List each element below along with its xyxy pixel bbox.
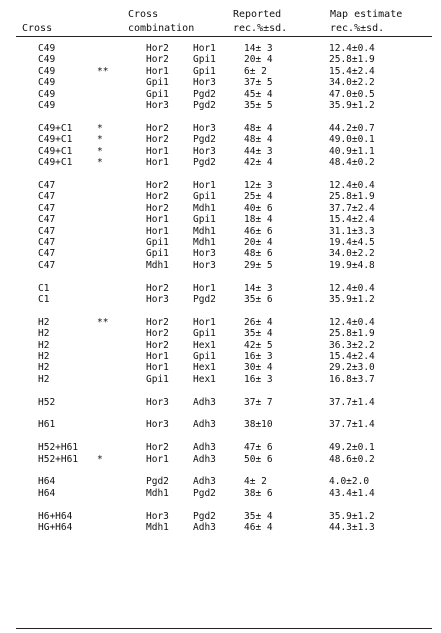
locus-1: Gpi1 [146, 373, 169, 385]
table-row [0, 317, 441, 328]
locus-2: Gpi1 [193, 54, 216, 66]
reported-value: 16± 3 [244, 350, 273, 362]
cross-name: C47 [38, 202, 56, 214]
locus-2: Hor3 [193, 259, 216, 271]
locus-2: Hor1 [193, 282, 216, 294]
significance-mark: * [97, 122, 103, 134]
reported-value: 37± 5 [244, 77, 273, 89]
table-header [0, 6, 441, 40]
table-row [0, 454, 441, 465]
group-spacer [0, 465, 441, 476]
locus-2: Pgd2 [193, 157, 216, 169]
locus-1: Mdh1 [146, 487, 169, 499]
cross-name: C49 [38, 54, 56, 66]
table-row [0, 100, 441, 111]
locus-1: Gpi1 [146, 88, 169, 100]
reported-value: 35± 5 [244, 100, 273, 112]
locus-2: Adh3 [193, 396, 216, 408]
table-row [0, 203, 441, 214]
map-estimate-value: 48.6±0.2 [329, 453, 375, 465]
reported-value: 18± 4 [244, 214, 273, 226]
locus-1: Hor2 [146, 339, 169, 351]
locus-1: Hor2 [146, 328, 169, 340]
table-row [0, 476, 441, 487]
cross-name: H52+H61 [38, 453, 79, 465]
group-spacer [0, 408, 441, 419]
group-spacer [0, 168, 441, 179]
cross-name: C47 [38, 191, 56, 203]
locus-1: Mdh1 [146, 259, 169, 271]
locus-2: Hor3 [193, 145, 216, 157]
cross-name: C49 [38, 43, 56, 54]
cross-name: C49+C1 [38, 134, 73, 146]
table-body [0, 43, 441, 533]
table-row [0, 522, 441, 533]
map-estimate-value: 16.8±3.7 [329, 373, 375, 385]
locus-1: Hor1 [146, 157, 169, 169]
table-row [0, 77, 441, 88]
reported-value: 14± 3 [244, 43, 273, 54]
significance-mark: ** [97, 65, 109, 77]
locus-2: Pgd2 [193, 134, 216, 146]
map-estimate-value: 34.0±2.2 [329, 248, 375, 260]
table-row [0, 66, 441, 77]
reported-value: 25± 4 [244, 191, 273, 203]
table-row [0, 157, 441, 168]
cross-name: H64 [38, 476, 56, 488]
locus-1: Hor2 [146, 54, 169, 66]
significance-mark: * [97, 145, 103, 157]
map-estimate-value: 31.1±3.3 [329, 225, 375, 237]
locus-2: Pgd2 [193, 100, 216, 112]
cross-name: C49 [38, 77, 56, 89]
reported-value: 45± 4 [244, 88, 273, 100]
table-row [0, 340, 441, 351]
table-row [0, 191, 441, 202]
locus-2: Hex1 [193, 339, 216, 351]
table-row [0, 374, 441, 385]
bottom-rule [16, 628, 432, 629]
table-row [0, 283, 441, 294]
cross-name: H2 [38, 316, 50, 328]
locus-2: Hor1 [193, 43, 216, 54]
significance-mark: ** [97, 316, 109, 328]
map-estimate-value: 37.7±1.4 [329, 396, 375, 408]
table-row [0, 89, 441, 100]
locus-1: Hor1 [146, 65, 169, 77]
locus-1: Hor2 [146, 43, 169, 54]
reported-value: 38±10 [244, 419, 273, 431]
locus-2: Adh3 [193, 419, 216, 431]
reported-value: 4± 2 [244, 476, 267, 488]
locus-2: Gpi1 [193, 350, 216, 362]
reported-value: 50± 6 [244, 453, 273, 465]
reported-value: 40± 6 [244, 202, 273, 214]
locus-1: Mdh1 [146, 522, 169, 534]
header-map-line2: rec.%±sd. [330, 23, 385, 34]
group-spacer [0, 305, 441, 316]
reported-value: 6± 2 [244, 65, 267, 77]
header-combination-line2: combination [128, 23, 195, 34]
locus-2: Hor1 [193, 179, 216, 191]
reported-value: 48± 4 [244, 134, 273, 146]
locus-1: Hor2 [146, 134, 169, 146]
cross-name: C49+C1 [38, 145, 73, 157]
map-estimate-value: 4.0±2.0 [329, 476, 370, 488]
cross-name: C49 [38, 100, 56, 112]
cross-name: C47 [38, 225, 56, 237]
table-row [0, 237, 441, 248]
table-row [0, 214, 441, 225]
cross-name: H64 [38, 487, 56, 499]
locus-2: Hex1 [193, 362, 216, 374]
map-estimate-value: 35.9±1.2 [329, 510, 375, 522]
locus-2: Gpi1 [193, 214, 216, 226]
locus-1: Hor1 [146, 214, 169, 226]
cross-name: H2 [38, 362, 50, 374]
map-estimate-value: 12.4±0.4 [329, 316, 375, 328]
reported-value: 20± 4 [244, 54, 273, 66]
locus-1: Hor2 [146, 202, 169, 214]
locus-1: Hor1 [146, 145, 169, 157]
cross-name: C49 [38, 88, 56, 100]
cross-name: HG+H64 [38, 522, 73, 534]
locus-1: Hor1 [146, 225, 169, 237]
locus-1: Gpi1 [146, 77, 169, 89]
locus-2: Hex1 [193, 373, 216, 385]
cross-name: H2 [38, 339, 50, 351]
cross-name: H52 [38, 396, 56, 408]
table-row [0, 511, 441, 522]
locus-2: Gpi1 [193, 191, 216, 203]
reported-value: 48± 6 [244, 248, 273, 260]
locus-2: Gpi1 [193, 328, 216, 340]
locus-1: Hor2 [146, 316, 169, 328]
map-estimate-value: 12.4±0.4 [329, 43, 375, 54]
map-estimate-value: 48.4±0.2 [329, 157, 375, 169]
reported-value: 35± 6 [244, 293, 273, 305]
locus-1: Hor3 [146, 396, 169, 408]
map-estimate-value: 25.8±1.9 [329, 328, 375, 340]
locus-2: Adh3 [193, 442, 216, 454]
map-estimate-value: 37.7±1.4 [329, 419, 375, 431]
locus-2: Pgd2 [193, 88, 216, 100]
map-estimate-value: 35.9±1.2 [329, 293, 375, 305]
table-row [0, 146, 441, 157]
locus-1: Hor1 [146, 362, 169, 374]
locus-2: Adh3 [193, 476, 216, 488]
table-row [0, 260, 441, 271]
table-row [0, 362, 441, 373]
table-row [0, 248, 441, 259]
locus-1: Hor3 [146, 293, 169, 305]
map-estimate-value: 44.2±0.7 [329, 122, 375, 134]
map-estimate-value: 19.4±4.5 [329, 236, 375, 248]
reported-value: 44± 3 [244, 145, 273, 157]
locus-2: Adh3 [193, 453, 216, 465]
table-row [0, 123, 441, 134]
map-estimate-value: 35.9±1.2 [329, 100, 375, 112]
significance-mark: * [97, 453, 103, 465]
locus-2: Mdh1 [193, 236, 216, 248]
group-spacer [0, 499, 441, 510]
reported-value: 48± 4 [244, 122, 273, 134]
map-estimate-value: 25.8±1.9 [329, 191, 375, 203]
map-estimate-value: 12.4±0.4 [329, 179, 375, 191]
map-estimate-value: 19.9±4.8 [329, 259, 375, 271]
cross-name: C47 [38, 214, 56, 226]
cross-name: C47 [38, 179, 56, 191]
map-estimate-value: 49.0±0.1 [329, 134, 375, 146]
locus-2: Hor3 [193, 77, 216, 89]
reported-value: 16± 3 [244, 373, 273, 385]
locus-2: Pgd2 [193, 487, 216, 499]
locus-1: Hor3 [146, 510, 169, 522]
locus-2: Mdh1 [193, 202, 216, 214]
map-estimate-value: 29.2±3.0 [329, 362, 375, 374]
group-spacer [0, 385, 441, 396]
reported-value: 26± 4 [244, 316, 273, 328]
locus-1: Gpi1 [146, 248, 169, 260]
locus-1: Hor2 [146, 282, 169, 294]
reported-value: 42± 5 [244, 339, 273, 351]
locus-1: Gpi1 [146, 236, 169, 248]
locus-1: Hor1 [146, 453, 169, 465]
reported-value: 29± 5 [244, 259, 273, 271]
cross-name: H2 [38, 328, 50, 340]
map-estimate-value: 47.0±0.5 [329, 88, 375, 100]
reported-value: 30± 4 [244, 362, 273, 374]
reported-value: 46± 6 [244, 225, 273, 237]
table-row [0, 351, 441, 362]
cross-name: C49+C1 [38, 122, 73, 134]
locus-2: Adh3 [193, 522, 216, 534]
map-estimate-value: 15.4±2.4 [329, 65, 375, 77]
cross-name: C49+C1 [38, 157, 73, 169]
table-row [0, 134, 441, 145]
header-cross: Cross [22, 23, 53, 34]
table-row [0, 294, 441, 305]
table-row [0, 488, 441, 499]
map-estimate-value: 34.0±2.2 [329, 77, 375, 89]
reported-value: 35± 4 [244, 510, 273, 522]
cross-name: C1 [38, 293, 50, 305]
reported-value: 37± 7 [244, 396, 273, 408]
locus-2: Hor1 [193, 316, 216, 328]
header-map-line1: Map estimate [330, 9, 403, 20]
map-estimate-value: 37.7±2.4 [329, 202, 375, 214]
map-estimate-value: 44.3±1.3 [329, 522, 375, 534]
cross-name: H61 [38, 419, 56, 431]
group-spacer [0, 271, 441, 282]
map-estimate-value: 12.4±0.4 [329, 282, 375, 294]
cross-name: H52+H61 [38, 442, 79, 454]
locus-2: Hor3 [193, 248, 216, 260]
header-reported-line2: rec.%±sd. [233, 23, 288, 34]
reported-value: 47± 6 [244, 442, 273, 454]
locus-1: Hor3 [146, 100, 169, 112]
cross-name: C47 [38, 236, 56, 248]
table-row [0, 43, 441, 54]
cross-name: C47 [38, 248, 56, 260]
reported-value: 14± 3 [244, 282, 273, 294]
cross-name: H6+H64 [38, 510, 73, 522]
table-row [0, 180, 441, 191]
locus-2: Mdh1 [193, 225, 216, 237]
header-combination-line1: Cross [128, 9, 159, 20]
cross-name: C47 [38, 259, 56, 271]
header-reported-line1: Reported [233, 9, 282, 20]
reported-value: 35± 4 [244, 328, 273, 340]
map-estimate-value: 36.3±2.2 [329, 339, 375, 351]
locus-2: Pgd2 [193, 510, 216, 522]
map-estimate-value: 49.2±0.1 [329, 442, 375, 454]
cross-name: C49 [38, 65, 56, 77]
group-spacer [0, 111, 441, 122]
locus-1: Hor1 [146, 350, 169, 362]
map-estimate-value: 25.8±1.9 [329, 54, 375, 66]
reported-value: 20± 4 [244, 236, 273, 248]
locus-1: Pgd2 [146, 476, 169, 488]
map-estimate-value: 15.4±2.4 [329, 214, 375, 226]
locus-1: Hor2 [146, 191, 169, 203]
cross-name: H2 [38, 373, 50, 385]
header-rule [16, 36, 432, 37]
cross-name: C1 [38, 282, 50, 294]
cross-name: H2 [38, 350, 50, 362]
locus-1: Hor2 [146, 442, 169, 454]
table-row [0, 419, 441, 430]
reported-value: 42± 4 [244, 157, 273, 169]
table-row [0, 397, 441, 408]
locus-2: Hor3 [193, 122, 216, 134]
group-spacer [0, 431, 441, 442]
locus-2: Pgd2 [193, 293, 216, 305]
locus-1: Hor3 [146, 419, 169, 431]
significance-mark: * [97, 157, 103, 169]
locus-2: Gpi1 [193, 65, 216, 77]
reported-value: 12± 3 [244, 179, 273, 191]
table-row [0, 54, 441, 65]
table-row [0, 226, 441, 237]
reported-value: 38± 6 [244, 487, 273, 499]
map-estimate-value: 15.4±2.4 [329, 350, 375, 362]
reported-value: 46± 4 [244, 522, 273, 534]
table-row [0, 442, 441, 453]
map-estimate-value: 40.9±1.1 [329, 145, 375, 157]
significance-mark: * [97, 134, 103, 146]
locus-1: Hor2 [146, 122, 169, 134]
locus-1: Hor2 [146, 179, 169, 191]
map-estimate-value: 43.4±1.4 [329, 487, 375, 499]
table-row [0, 328, 441, 339]
